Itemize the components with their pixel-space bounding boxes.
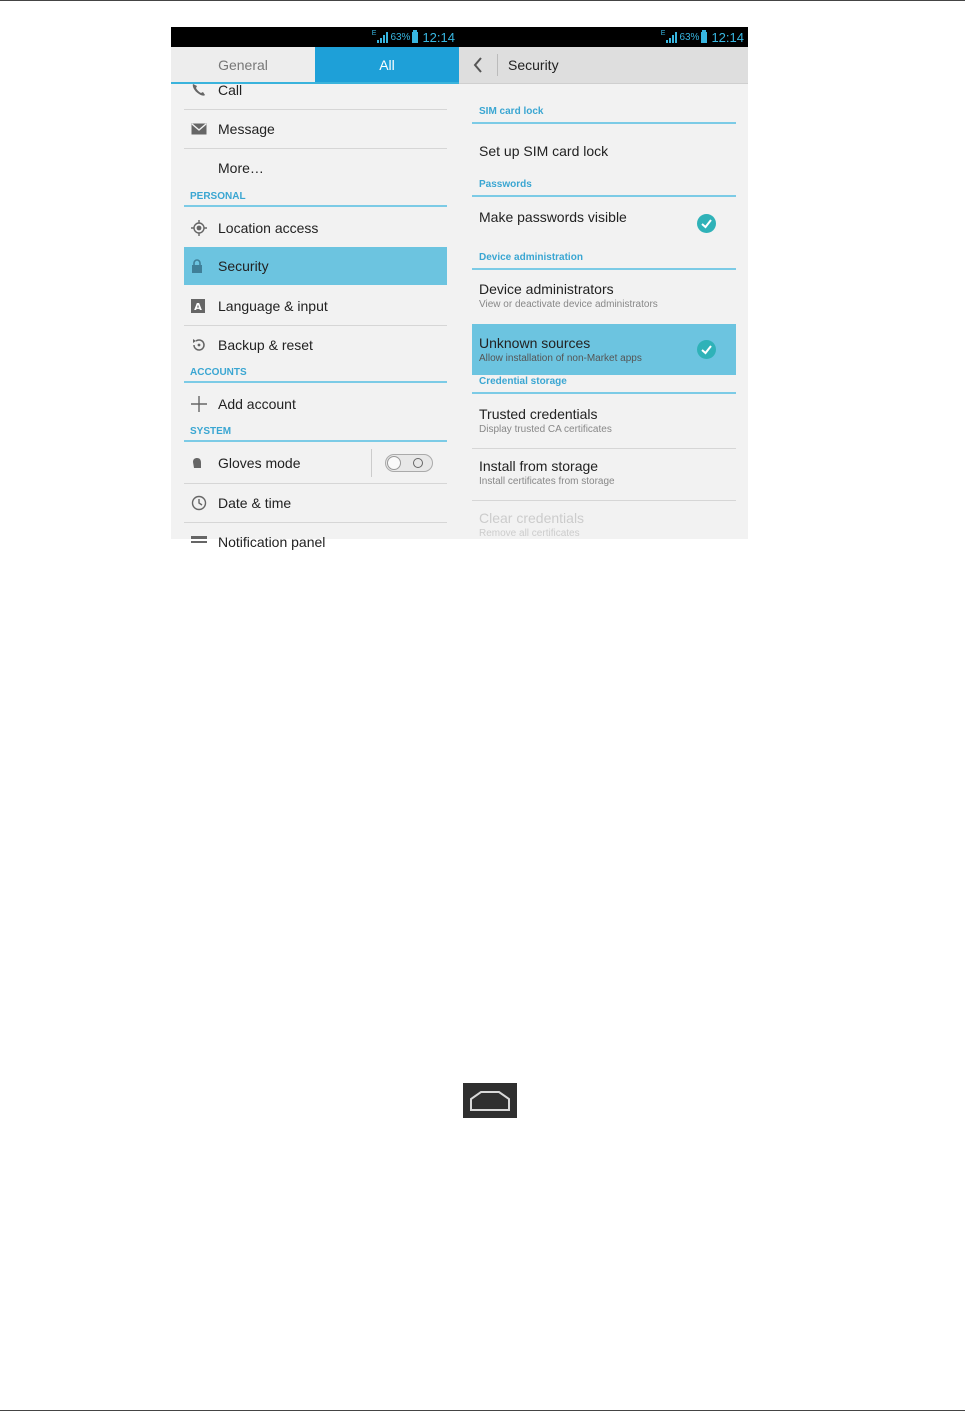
settings-item-label: More… <box>218 160 264 176</box>
item-title: Clear credentials <box>479 510 585 526</box>
action-divider <box>497 54 498 76</box>
section-personal: PERSONAL <box>184 191 447 207</box>
section-accounts: ACCOUNTS <box>184 367 447 383</box>
signal-icon <box>666 31 677 43</box>
settings-item-backup[interactable] <box>184 326 447 364</box>
restore-icon <box>184 337 218 353</box>
gloves-mode-toggle[interactable] <box>385 454 433 472</box>
settings-item-label: Location access <box>218 219 319 236</box>
item-subtitle: Display trusted CA certificates <box>479 424 612 435</box>
security-item-sim-lock[interactable] <box>472 125 736 175</box>
battery-icon <box>412 32 418 43</box>
item-subtitle: View or deactivate device administrators <box>479 299 658 310</box>
checkbox-checked[interactable] <box>697 340 716 359</box>
chevron-left-icon <box>473 57 483 73</box>
section-device-administration: Device administration <box>472 252 736 270</box>
settings-item-message[interactable] <box>184 110 447 148</box>
toggle-knob <box>387 456 401 470</box>
settings-item-label: Security <box>218 258 269 274</box>
security-item-install-from-storage[interactable] <box>472 451 736 500</box>
settings-item-label: Add account <box>218 396 296 412</box>
toggle-divider <box>371 449 372 477</box>
settings-item-notification[interactable] <box>184 529 447 555</box>
security-item-trusted-credentials[interactable] <box>472 399 736 448</box>
tab-all[interactable]: All <box>315 47 459 82</box>
network-type: E <box>660 30 666 37</box>
settings-item-label: Message <box>218 121 275 137</box>
security-item-device-administrators[interactable] <box>472 274 736 324</box>
clock: 12:14 <box>422 29 455 45</box>
settings-item-label: Date & time <box>218 495 292 511</box>
settings-item-gloves[interactable] <box>184 444 447 482</box>
settings-item-label: Gloves mode <box>218 455 301 471</box>
signal-icon <box>377 31 388 43</box>
divider <box>472 448 736 449</box>
clock: 12:14 <box>711 29 744 45</box>
location-icon <box>184 220 218 236</box>
divider <box>184 522 447 523</box>
status-bar <box>171 27 459 47</box>
settings-item-label: Notification panel <box>218 534 326 550</box>
item-title: Install from storage <box>479 458 599 474</box>
item-title: Make passwords visible <box>479 209 627 225</box>
plus-icon <box>184 396 218 412</box>
home-icon <box>469 1090 511 1112</box>
settings-item-datetime[interactable] <box>184 484 447 522</box>
settings-item-add-account[interactable] <box>184 385 447 423</box>
battery-icon <box>701 32 707 43</box>
glove-icon <box>184 456 218 470</box>
settings-item-security[interactable] <box>184 247 447 285</box>
top-rule <box>0 0 965 1</box>
item-subtitle: Install certificates from storage <box>479 476 615 487</box>
tab-general[interactable]: General <box>218 56 268 73</box>
back-button[interactable] <box>459 47 497 84</box>
settings-screen <box>171 27 459 550</box>
section-credential-storage: Credential storage <box>472 376 736 394</box>
bottom-rule <box>0 1410 965 1411</box>
keyboard-language-icon <box>184 299 218 313</box>
off-indicator-icon <box>413 458 423 468</box>
notification-panel-icon <box>184 536 218 548</box>
check-icon <box>697 214 716 233</box>
svg-text:A: A <box>194 302 202 313</box>
settings-item-more[interactable] <box>184 149 447 187</box>
item-title: Trusted credentials <box>479 406 598 422</box>
clock-icon <box>184 495 218 511</box>
divider <box>472 500 736 501</box>
item-title: Device administrators <box>479 281 614 297</box>
checkbox-checked[interactable] <box>697 214 716 233</box>
item-subtitle: Remove all certificates <box>479 528 580 539</box>
item-title: Set up SIM card lock <box>479 143 609 159</box>
envelope-icon <box>184 123 218 135</box>
section-passwords: Passwords <box>472 179 736 197</box>
settings-item-label: Backup & reset <box>218 337 313 353</box>
action-bar <box>459 47 748 84</box>
settings-item-label: Language & input <box>218 298 328 314</box>
lock-icon <box>184 259 218 273</box>
security-item-unknown-sources[interactable] <box>472 324 736 375</box>
page-title: Security <box>508 57 559 73</box>
settings-item-call[interactable] <box>184 77 447 103</box>
section-system: SYSTEM <box>184 426 447 442</box>
section-sim-card-lock: SIM card lock <box>472 106 736 124</box>
security-item-passwords-visible[interactable] <box>472 198 736 253</box>
item-title: Unknown sources <box>479 335 591 351</box>
battery-percent: 63% <box>390 31 411 43</box>
item-subtitle: Allow installation of non-Market apps <box>479 353 642 364</box>
network-type: E <box>371 30 377 37</box>
security-item-clear-credentials <box>472 503 736 543</box>
settings-item-location[interactable] <box>184 209 447 246</box>
battery-percent: 63% <box>679 31 700 43</box>
settings-item-label: Call <box>218 82 243 98</box>
check-icon <box>697 340 716 359</box>
phone-icon <box>184 83 218 97</box>
settings-item-language[interactable] <box>184 287 447 325</box>
home-button[interactable] <box>463 1083 517 1118</box>
security-screen <box>459 27 748 539</box>
status-bar <box>459 27 748 47</box>
